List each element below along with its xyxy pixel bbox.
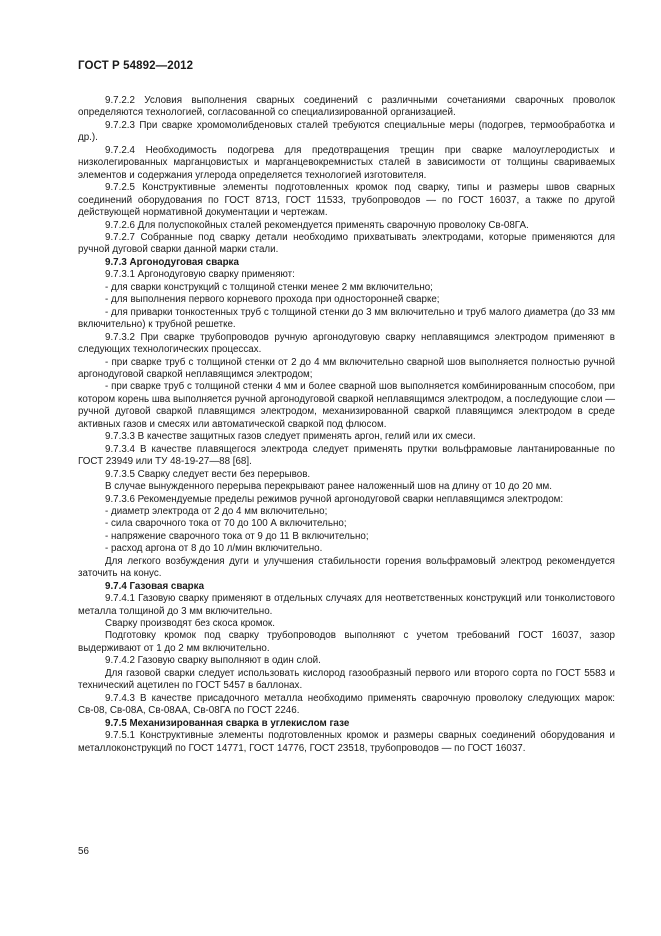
paragraph: - расход аргона от 8 до 10 л/мин включительно. <box>105 543 323 555</box>
paragraph: 9.7.4.3 В качестве присадочного металла необходимо применять сварочную проволоку следующих марок: Св-08, Св-08А, Св-08АА, Св-08ГА по ГОСТ 2246. <box>78 692 615 717</box>
paragraph: 9.7.2.6 Для полуспокойных сталей рекомендуется применять сварочную проволоку Св-08ГА. <box>105 219 529 231</box>
paragraph: Подготовку кромок под сварку трубопроводов выполняют с учетом требований ГОСТ 16037, зазор выдерживают от 1 до 2 мм включительно. <box>78 630 615 654</box>
paragraph: Для газовой сварки следует использовать кислород газообразный первого или второго сорта по ГОСТ 5583 и технический ацетилен по ГОСТ 5457 в баллонах. <box>78 667 615 692</box>
paragraph: 9.7.2.3 При сварке хромомолибденовых сталей требуются специальные меры (подогрев, термообработка и др.). <box>78 119 615 144</box>
paragraph: 9.7.2.2 Условия выполнения сварных соединений с различными сочетаниями сварочных проволок определяются технологией, согласованной со специализированной организацией. <box>78 95 615 119</box>
paragraph: Для легкого возбуждения дуги и улучшения стабильности горения вольфрамовый электрод рекомендуется заточить на конус. <box>78 555 615 580</box>
paragraph: 9.7.2.4 Необходимость подогрева для предотвращения трещин при сварке малоуглеродистых и низколегированных марганцовистых и марганцевокремнистых сталей в зависимости от толщины свариваемых элементов и содержания углерода определяется технологией изготовителя. <box>78 144 615 181</box>
section-heading: 9.7.5 Механизированная сварка в углекислом газе <box>105 717 350 729</box>
paragraph: 9.7.2.7 Собранные под сварку детали необходимо прихватывать электродами, которые применяются для ручной дуговой сварки данной марки стали. <box>78 231 615 256</box>
paragraph: 9.7.3.5 Сварку следует вести без перерывов. <box>105 468 311 480</box>
paragraph: - сила сварочного тока от 70 до 100 А включительно; <box>105 518 347 530</box>
paragraph: 9.7.3.3 В качестве защитных газов следует применять аргон, гелий или их смеси. <box>105 431 476 443</box>
section-heading: 9.7.4 Газовая сварка <box>105 580 205 592</box>
paragraph: - при сварке труб с толщиной стенки от 2 до 4 мм включительно сварной шов выполняется полностью ручной аргонодуговой сваркой неплавящимся электродом; <box>78 356 615 380</box>
paragraph: 9.7.3.6 Рекомендуемые пределы режимов ручной аргонодуговой сварки неплавящимся электродом: <box>105 493 564 505</box>
paragraph: В случае вынужденного перерыва перекрывают ранее наложенный шов на длину от 10 до 20 мм. <box>105 481 552 493</box>
document-body <box>78 95 615 755</box>
paragraph: - для приварки тонкостенных труб с толщиной стенки до 3 мм включительно и труб малого диаметра (до 33 мм включительно) к трубной решетке. <box>78 306 615 331</box>
paragraph: - напряжение сварочного тока от 9 до 11 В включительно; <box>105 530 369 542</box>
paragraph: 9.7.4.1 Газовую сварку применяют в отдельных случаях для неответственных конструкций или тонколистового металла толщиной до 3 мм включительно. <box>78 593 615 617</box>
paragraph: - для выполнения первого корневого прохода при односторонней сварке; <box>105 294 440 306</box>
paragraph: 9.7.2.5 Конструктивные элементы подготовленных кромок под сварку, типы и размеры швов сварных соединений оборудования по ГОСТ 8713, ГОСТ 11533, трубопроводов — по ГОСТ 16037, а также по другой действующей нормативной документации и чертежам. <box>78 182 615 219</box>
paragraph: 9.7.3.2 При сварке трубопроводов ручную аргонодуговую сварку неплавящимся электродом применяют в следующих технологических процессах. <box>78 331 615 356</box>
paragraph: 9.7.3.4 В качестве плавящегося электрода следует применять прутки вольфрамовые лантанированные по ГОСТ 23949 или ТУ 48-19-27—88 [68]. <box>78 443 615 468</box>
section-heading: 9.7.3 Аргонодуговая сварка <box>105 256 239 268</box>
paragraph: Сварку производят без скоса кромок. <box>105 618 275 630</box>
document-header: ГОСТ Р 54892—2012 <box>78 60 194 72</box>
paragraph: 9.7.5.1 Конструктивные элементы подготовленных кромок и размеры сварных соединений оборудования и металлоконструкций по ГОСТ 14771, ГОСТ 14776, ГОСТ 23518, трубопроводов — по ГОСТ 16037. <box>78 730 615 754</box>
paragraph: - при сварке труб с толщиной стенки 4 мм и более сварной шов выполняется комбинированным способом, при котором корень шва выполняется ручной аргонодуговой сваркой неплавящимся электродом, а последующие слои — ручной дуговой сваркой плавящимся электродом, механизированной сваркой плавящимся электродом в среде активных газов и смесях или автоматической сваркой под флюсом. <box>78 381 615 430</box>
paragraph: - для сварки конструкций с толщиной стенки менее 2 мм включительно; <box>105 281 433 293</box>
paragraph: 9.7.3.1 Аргонодуговую сварку применяют: <box>105 269 295 281</box>
paragraph: - диаметр электрода от 2 до 4 мм включительно; <box>105 505 328 517</box>
paragraph: 9.7.4.2 Газовую сварку выполняют в один слой. <box>105 655 321 667</box>
page-number: 56 <box>78 846 89 857</box>
